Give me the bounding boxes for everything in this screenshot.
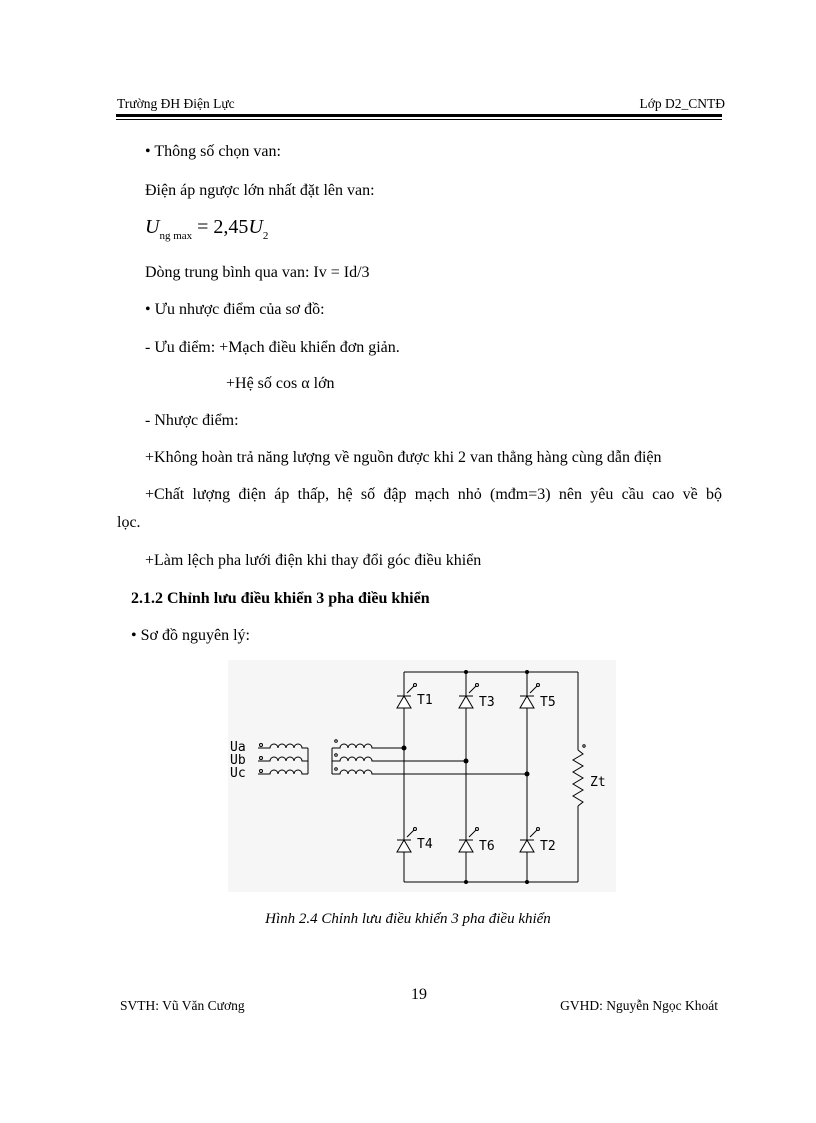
header-class: Lớp D2_CNTĐ — [639, 96, 725, 111]
bullet-pros-cons: • Ưu nhược điểm của sơ đồ: — [145, 301, 325, 318]
label-load: Zt — [590, 775, 606, 790]
cons-item-2-line-2: lọc. — [117, 514, 141, 531]
formula-rhs-sub: 2 — [262, 230, 269, 242]
label-t5: T5 — [540, 695, 556, 710]
header-rule-thin — [116, 119, 722, 120]
cons-label: - Nhược điểm: — [145, 412, 239, 429]
formula-rhs-prefix: = 2,45 — [192, 216, 249, 238]
formula-lhs-sub: ng max — [159, 230, 193, 242]
formula-rhs-var: U — [248, 216, 263, 238]
bullet-valve-params: • Thông số chọn van: — [145, 143, 281, 160]
cons-item-3: +Làm lệch pha lưới điện khi thay đổi góc điều khiển — [145, 552, 482, 569]
pros-line-1: - Ưu điểm: +Mạch điều khiển đơn giản. — [145, 339, 400, 356]
label-ua: Ua — [230, 740, 246, 755]
section-heading: 2.1.2 Chỉnh lưu điều khiển 3 pha điều khiển — [131, 590, 430, 607]
label-t3: T3 — [479, 695, 495, 710]
footer-student: SVTH: Vũ Văn Cương — [120, 998, 245, 1013]
rectifier-circuit-diagram — [228, 660, 616, 892]
footer-supervisor: GVHD: Nguyễn Ngọc Khoát — [560, 998, 718, 1013]
label-ub: Ub — [230, 753, 246, 768]
figure-caption: Hình 2.4 Chỉnh lưu điều khiển 3 pha điều khiển — [265, 911, 551, 927]
reverse-voltage-text: Điện áp ngược lớn nhất đặt lên van: — [145, 182, 375, 199]
label-t6: T6 — [479, 839, 495, 854]
label-uc: Uc — [230, 766, 246, 781]
page-number: 19 — [411, 986, 427, 1003]
formula-lhs: U — [145, 216, 160, 238]
bullet-schematic: • Sơ đồ nguyên lý: — [131, 627, 250, 644]
header-rule-thick — [116, 114, 722, 117]
cons-item-2-line-1: +Chất lượng điện áp thấp, hệ số đập mạch nhỏ (mđm=3) nên yêu cầu cao về bộ — [145, 486, 722, 503]
cons-item-1: +Không hoàn trả năng lượng về nguồn được khi 2 van thẳng hàng cùng dẫn điện — [145, 449, 662, 466]
reverse-voltage-formula — [145, 216, 269, 242]
avg-current-text: Dòng trung bình qua van: Iv = Id/3 — [145, 264, 370, 281]
pros-line-2: +Hệ số cos α lớn — [226, 375, 335, 392]
label-t1: T1 — [417, 693, 433, 708]
label-t2: T2 — [540, 839, 556, 854]
label-t4: T4 — [417, 837, 433, 852]
header-school: Trường ĐH Điện Lực — [117, 96, 235, 111]
